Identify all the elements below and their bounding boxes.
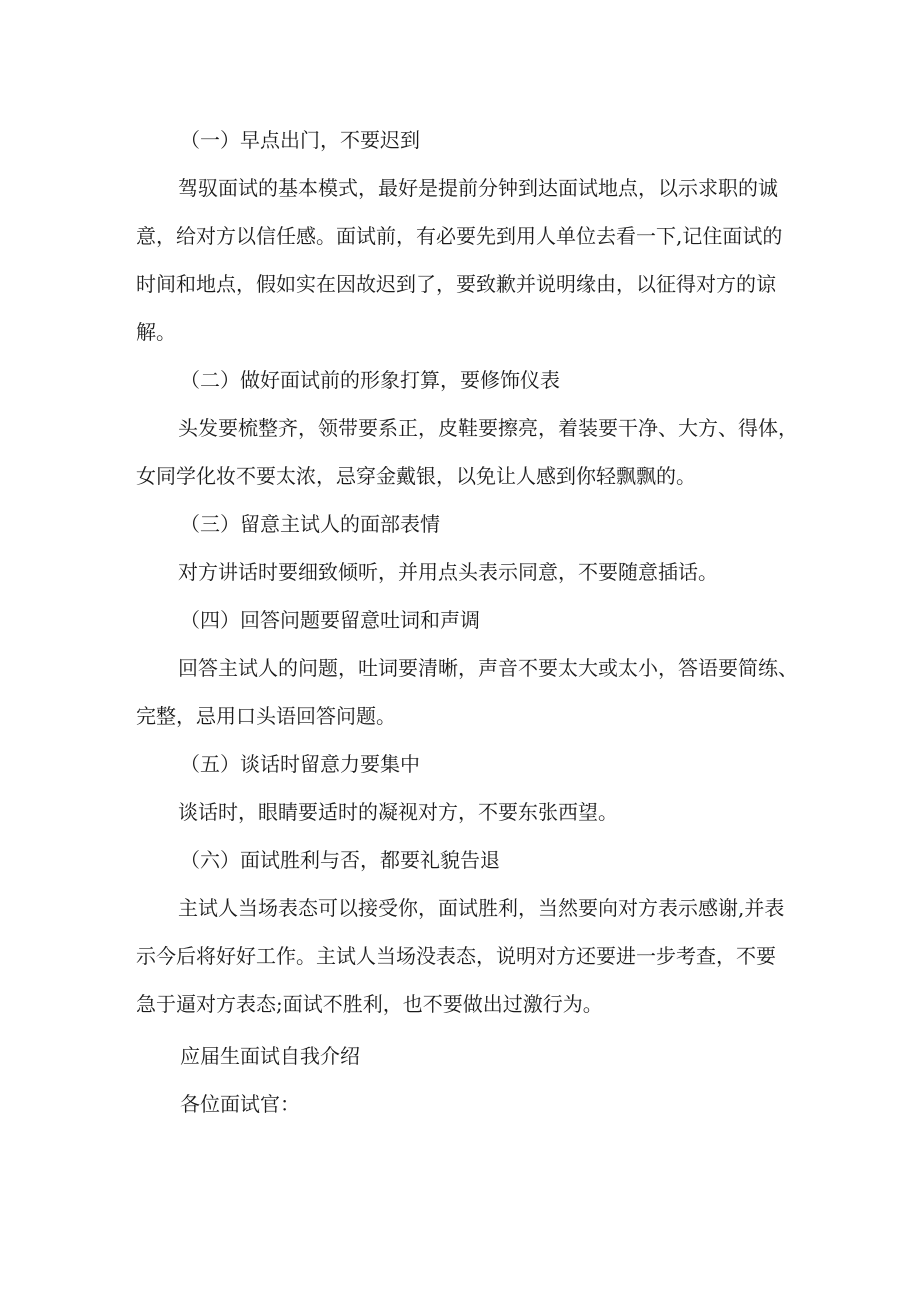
closing-title: 应届生面试自我介绍	[180, 1044, 360, 1068]
paragraph-line: 急于逼对方表态;面试不胜利，也不要做出过激行为。	[136, 992, 603, 1016]
section-heading: （六）面试胜利与否，都要礼貌告退	[180, 848, 500, 872]
paragraph-line: 完整，忌用口头语回答问题。	[136, 704, 396, 728]
paragraph-line: 时间和地点，假如实在因故迟到了，要致歉并说明缘由，以征得对方的谅	[136, 272, 776, 296]
section-heading: （四）回答问题要留意吐词和声调	[180, 608, 480, 632]
section-paragraph	[136, 164, 796, 356]
paragraph-line: 示今后将好好工作。主试人当场没表态，说明对方还要进一步考查，不要	[136, 944, 776, 968]
paragraph-line: 谈话时，眼睛要适时的凝视对方，不要东张西望。	[178, 800, 618, 824]
section-heading: （一）早点出门，不要迟到	[180, 128, 420, 152]
section-heading: （三）留意主试人的面部表情	[180, 512, 440, 536]
section-heading: （五）谈话时留意力要集中	[180, 752, 420, 776]
paragraph-line: 回答主试人的问题，吐词要清晰，声音不要太大或太小，答语要简练、	[178, 656, 798, 680]
paragraph-line: 驾驭面试的基本模式，最好是提前分钟到达面试地点，以示求职的诚	[178, 176, 778, 200]
paragraph-line: 主试人当场表态可以接受你，面试胜利，当然要向对方表示感谢,并表	[178, 896, 785, 920]
paragraph-line: 解。	[136, 320, 176, 344]
section-heading: （二）做好面试前的形象打算，要修饰仪表	[180, 368, 560, 392]
section-paragraph	[136, 404, 796, 500]
paragraph-line: 女同学化妆不要太浓，忌穿金戴银，以免让人感到你轻飘飘的。	[136, 464, 696, 488]
section-paragraph	[136, 788, 796, 836]
section-paragraph	[136, 548, 796, 596]
section-paragraph	[136, 884, 796, 1028]
document-body	[136, 116, 796, 1128]
paragraph-line: 对方讲话时要细致倾听，并用点头表示同意，不要随意插话。	[178, 560, 718, 584]
paragraph-line: 意，给对方以信任感。面试前，有必要先到用人单位去看一下,记住面试的	[136, 224, 783, 248]
salutation: 各位面试官：	[180, 1092, 300, 1116]
paragraph-line: 头发要梳整齐，领带要系正，皮鞋要擦亮，着装要干净、大方、得体，	[178, 416, 798, 440]
section-paragraph	[136, 644, 796, 740]
